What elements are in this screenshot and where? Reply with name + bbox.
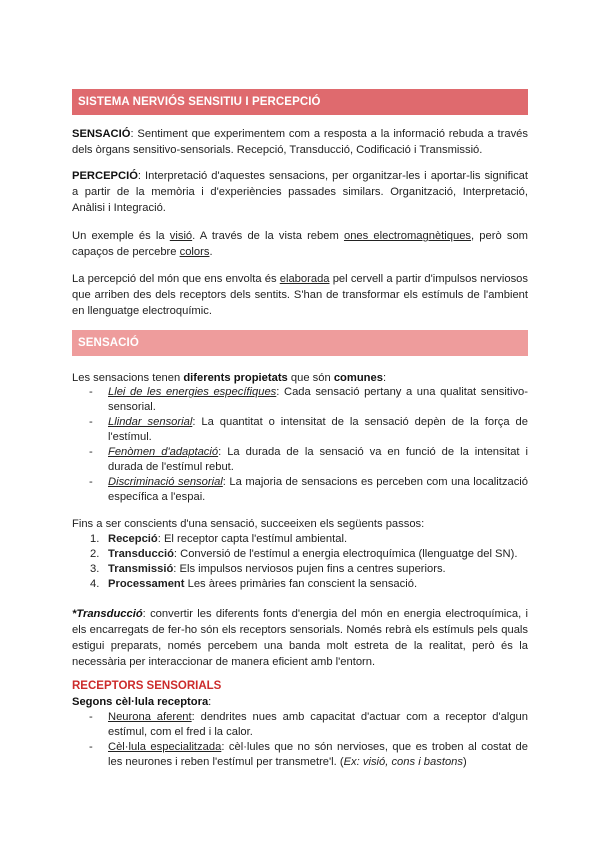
list-item <box>72 532 528 547</box>
list-item: - Discriminació sensorial: La majoria de sensacions es perceben com una localització específica a l'espai. <box>89 476 528 503</box>
subheading-text: Segons cèl·lula receptora <box>72 696 209 708</box>
transduccio-note <box>72 606 528 670</box>
list-item: - Neurona aferent: dendrites nues amb capacitat d'actuar com a receptor d'algun estímul, com el fred i la calor. <box>89 711 528 738</box>
step-number: 1. <box>90 533 100 545</box>
intro-bold-1: diferents propietats <box>183 372 288 384</box>
perception-text-1: La percepció del món que ens envolta és <box>72 273 280 285</box>
sensacio-term: SENSACIÓ <box>72 128 131 140</box>
receptor-term: Neurona aferent <box>108 711 192 723</box>
list-item: - Llei de les energies específiques: Cada sensació pertany a una qualitat sensitivo-sensorial. <box>89 386 528 413</box>
intro-text-2: que són <box>287 372 334 384</box>
list-item: - Cèl·lula especialitzada: cèl·lules que no són nervioses, que es troben al costat de les neurones i reben l'estímul per transmetre'l. (Ex: visió, cons i bastons) <box>89 741 528 768</box>
property-term: Fenòmen d'adaptació <box>108 446 219 458</box>
perception-text-2: pel cervell a partir d'impulsos nerviosos que arriben des dels receptors dels sentits. S'han de transformar els estímuls de l'ambient en llenguatge electroquímic. <box>72 273 528 317</box>
percepcio-definition <box>72 168 528 216</box>
transduccio-term: *Transducció <box>72 608 143 620</box>
step-term: Transmissió <box>108 563 174 575</box>
sensacio-text: : Sentiment que experimentem com a resposta a la informació rebuda a través dels òrgans sensitivo-sensorials. Recepció, Transducció, Codificació i Transmissió. <box>72 128 528 156</box>
vision-example <box>72 228 528 260</box>
intro-bold-2: comunes <box>333 372 383 384</box>
example-ones: ones electromagnètiques <box>343 230 472 242</box>
property-text: : La majoria de sensacions es perceben com una localització específica a l'espai. <box>108 476 528 503</box>
step-term: Processament <box>108 578 185 590</box>
list-item: - Llindar sensorial: La quantitat o intensitat de la sensació depèn de la força de l'estímul. <box>89 416 529 443</box>
step-text: : El receptor capta l'estímul ambiental. <box>157 533 348 545</box>
receptors-list <box>72 710 528 770</box>
list-item <box>72 577 528 592</box>
property-text: : Cada sensació pertany a una qualitat sensitivo-sensorial. <box>108 386 528 413</box>
steps-intro: Fins a ser conscients d'una sensació, succeeixen els següents passos: <box>72 518 425 530</box>
perception-paragraph <box>72 271 528 319</box>
example-visio: visió <box>169 230 193 242</box>
receptors-subheading <box>72 694 528 710</box>
percepcio-text: : Interpretació d'aquestes sensacions, per organitzar-les i aportar-lis significat a partir de la memòria i d'experiències passades similars. Organització, Interpretació, Anàlisi i Integració. <box>72 170 528 214</box>
example-text-1: Un exemple és la <box>72 230 170 242</box>
receptors-heading: RECEPTORS SENSORIALS <box>72 680 222 692</box>
intro-text-1: Les sensacions tenen <box>72 372 184 384</box>
step-term: Transducció <box>108 548 174 560</box>
step-text: : Conversió de l'estímul a energia electroquímica (llenguatge del SN). <box>173 548 518 560</box>
receptor-term: Cèl·lula especialitzada <box>108 741 222 753</box>
sensacio-definition <box>72 126 528 158</box>
percepcio-term: PERCEPCIÓ <box>72 170 138 182</box>
step-term: Recepció <box>108 533 158 545</box>
list-item <box>72 547 528 562</box>
step-text: Les àrees primàries fan conscient la sensació. <box>184 578 418 590</box>
example-colors: colors <box>179 246 210 258</box>
property-text: : La durada de la sensació va en funció de la intensitat i durada de l'estímul rebut. <box>108 446 529 473</box>
step-number: 3. <box>90 563 100 575</box>
example-text-4: . <box>209 246 213 258</box>
property-text: : La quantitat o intensitat de la sensació depèn de la força de l'estímul. <box>108 416 529 443</box>
property-term: Llei de les energies específiques <box>108 386 277 398</box>
subheading-colon: : <box>208 696 212 708</box>
step-number: 4. <box>90 578 100 590</box>
receptor-close: ) <box>462 756 467 768</box>
list-item <box>72 562 528 577</box>
properties-list <box>72 385 528 505</box>
section-heading-sistema-nervios: SISTEMA NERVIÓS SENSITIU I PERCEPCIÓ <box>72 89 528 115</box>
receptor-text: : dendrites nues amb capacitat d'actuar com a receptor d'algun estímul, com el fred i la calor. <box>108 711 528 738</box>
steps-list <box>72 532 528 592</box>
intro-text-3: : <box>382 372 387 384</box>
receptor-example: Ex: visió, cons i bastons <box>343 756 463 768</box>
list-item: - Fenòmen d'adaptació: La durada de la sensació va en funció de la intensitat i durada de l'estímul rebut. <box>89 446 529 473</box>
properties-intro <box>72 370 528 386</box>
step-number: 2. <box>90 548 100 560</box>
property-term: Llindar sensorial <box>108 416 193 428</box>
property-term: Discriminació sensorial <box>108 476 223 488</box>
receptor-text: : cèl·lules que no són nervioses, que es troben al costat de les neurones i reben l'estímul per transmetre'l. ( <box>108 741 528 768</box>
example-text-3: , però som capaços de percebre <box>72 230 528 258</box>
step-text: : Els impulsos nerviosos pujen fins a centres superiors. <box>173 563 446 575</box>
example-text-2: . A través de la vista rebem <box>192 230 344 242</box>
transduccio-text: : convertir les diferents fonts d'energia del món en energia electroquímica, i els encarregats de fer-ho són els receptors sensorials. Només rebrà els estímuls pels quals estigui preparats, només percebem una banda molt estreta de la realitat, però és la necessària per interaccionar de manera eficient amb l'entorn. <box>72 608 528 668</box>
perception-elaborada: elaborada <box>279 273 330 285</box>
section-heading-sensacio: SENSACIÓ <box>72 330 528 356</box>
